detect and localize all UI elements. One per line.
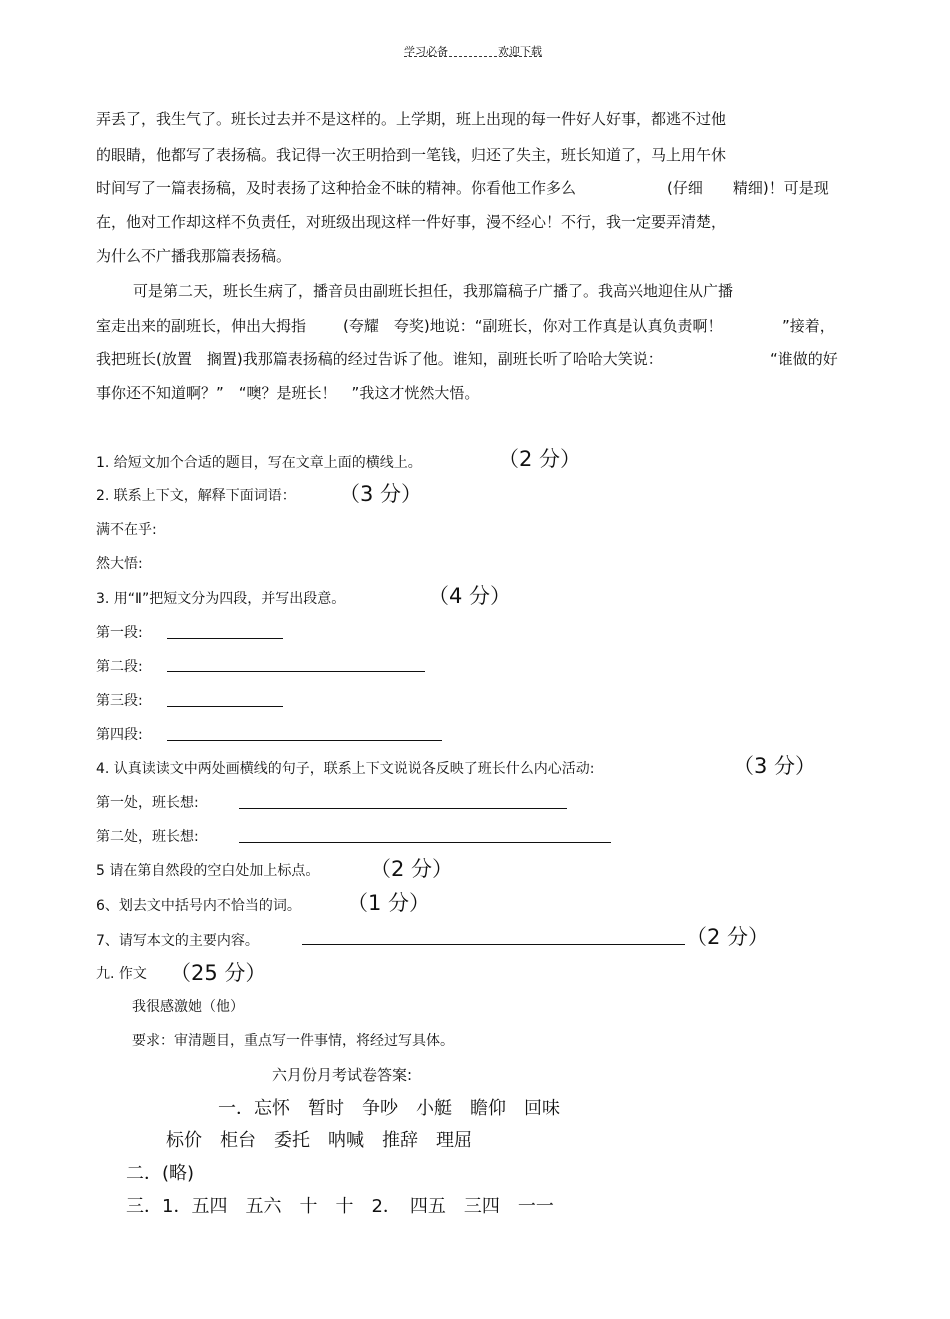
segment-1-blank[interactable] [167,638,283,639]
answer-3: 三．1．五四 五六 十 十 2． 四五 三四 一一 [126,1196,554,1217]
question-2-term-a: 满不在乎: [96,522,157,538]
question-4-second: 第二处，班长想: [96,829,199,845]
passage-line-1: 弄丢了，我生气了。班长过去并不是这样的。上学期，班上出现的每一件好人好事，都逃不过他 [96,110,727,128]
passage-line-8-end: “谁做的好 [770,350,838,368]
answers-heading: 六月份月考试卷答案: [272,1066,413,1084]
passage-line-8: 我把班长(放置 搁置)我那篇表扬稿的经过告诉了他。谁知，副班长听了哈哈大笑说： [96,350,663,368]
segment-3-label: 第三段: [96,693,143,709]
question-5-score: （2 分） [370,857,454,881]
header-left: 学习必备 [404,45,448,58]
question-2: 2. 联系上下文，解释下面词语： [96,488,296,504]
question-4-second-blank[interactable] [239,842,611,843]
question-3: 3. 用“Ⅱ”把短文分为四段，并写出段意。 [96,591,346,607]
question-7: 7、请写本文的主要内容。 [96,933,259,949]
question-3-score: （4 分） [428,584,512,608]
passage-line-4: 在，他对工作却这样不负责任，对班级出现这样一件好事，漫不经心！不行，我一定要弄清楚， [96,213,727,231]
question-1-score: （2 分） [498,447,582,471]
header-divider [404,56,542,57]
segment-3-blank[interactable] [167,706,283,707]
question-4-score: （3 分） [733,754,817,778]
passage-line-7: 室走出来的副班长，伸出大拇指 [96,317,307,335]
question-2-term-b: 然大悟: [96,556,143,572]
passage-line-3: 时间写了一篇表扬稿，及时表扬了这种拾金不昧的精神。你看他工作多么 [96,179,577,197]
question-4: 4. 认真读读文中两处画横线的句子，联系上下文说说各反映了班长什么内心活动: [96,761,595,777]
composition-label: 九. 作文 [96,966,147,982]
question-4-first: 第一处，班长想: [96,795,199,811]
answer-1-cont: 标价 柜台 委托 呐喊 推辞 理屈 [166,1130,472,1151]
segment-2-label: 第二段: [96,659,143,675]
passage-line-3-bracket: (仔细 精细)！可是现 [667,179,829,197]
segment-1-label: 第一段: [96,625,143,641]
segment-4-label: 第四段: [96,727,143,743]
header-right: 欢迎下载 [498,45,542,58]
passage-line-5: 为什么不广播我那篇表扬稿。 [96,247,292,265]
passage-line-7-bracket: (夸耀 夸奖)地说：“副班长，你对工作真是认真负责啊！ [343,317,723,335]
question-7-blank[interactable] [302,944,685,945]
passage-line-7-end: ”接着， [782,317,835,335]
question-2-score: （3 分） [339,482,423,506]
question-6: 6、划去文中括号内不恰当的词。 [96,898,301,914]
segment-2-blank[interactable] [167,671,425,672]
answer-2: 二．(略) [126,1163,195,1184]
passage-line-9: 事你还不知道啊？” “噢？是班长！ ”我这才恍然大悟。 [96,384,480,402]
question-7-score: （2 分） [686,925,770,949]
passage-line-2: 的眼睛，他都写了表扬稿。我记得一次王明拾到一笔钱，归还了失主，班长知道了，马上用午休 [96,146,727,164]
question-1: 1. 给短文加个合适的题目，写在文章上面的横线上。 [96,455,422,471]
question-4-first-blank[interactable] [239,808,567,809]
passage-line-6: 可是第二天，班长生病了，播音员由副班长担任，我那篇稿子广播了。我高兴地迎住从广播 [133,282,734,300]
answer-1: 一．忘怀 暂时 争吵 小艇 瞻仰 回味 [218,1098,560,1119]
segment-4-blank[interactable] [167,740,442,741]
composition-title: 我很感激她（他） [132,999,244,1015]
question-6-score: （1 分） [347,891,431,915]
question-5: 5 请在第自然段的空白处加上标点。 [96,863,320,879]
composition-score: （25 分） [170,961,267,985]
composition-requirements: 要求：审清题目，重点写一件事情，将经过写具体。 [132,1033,454,1049]
